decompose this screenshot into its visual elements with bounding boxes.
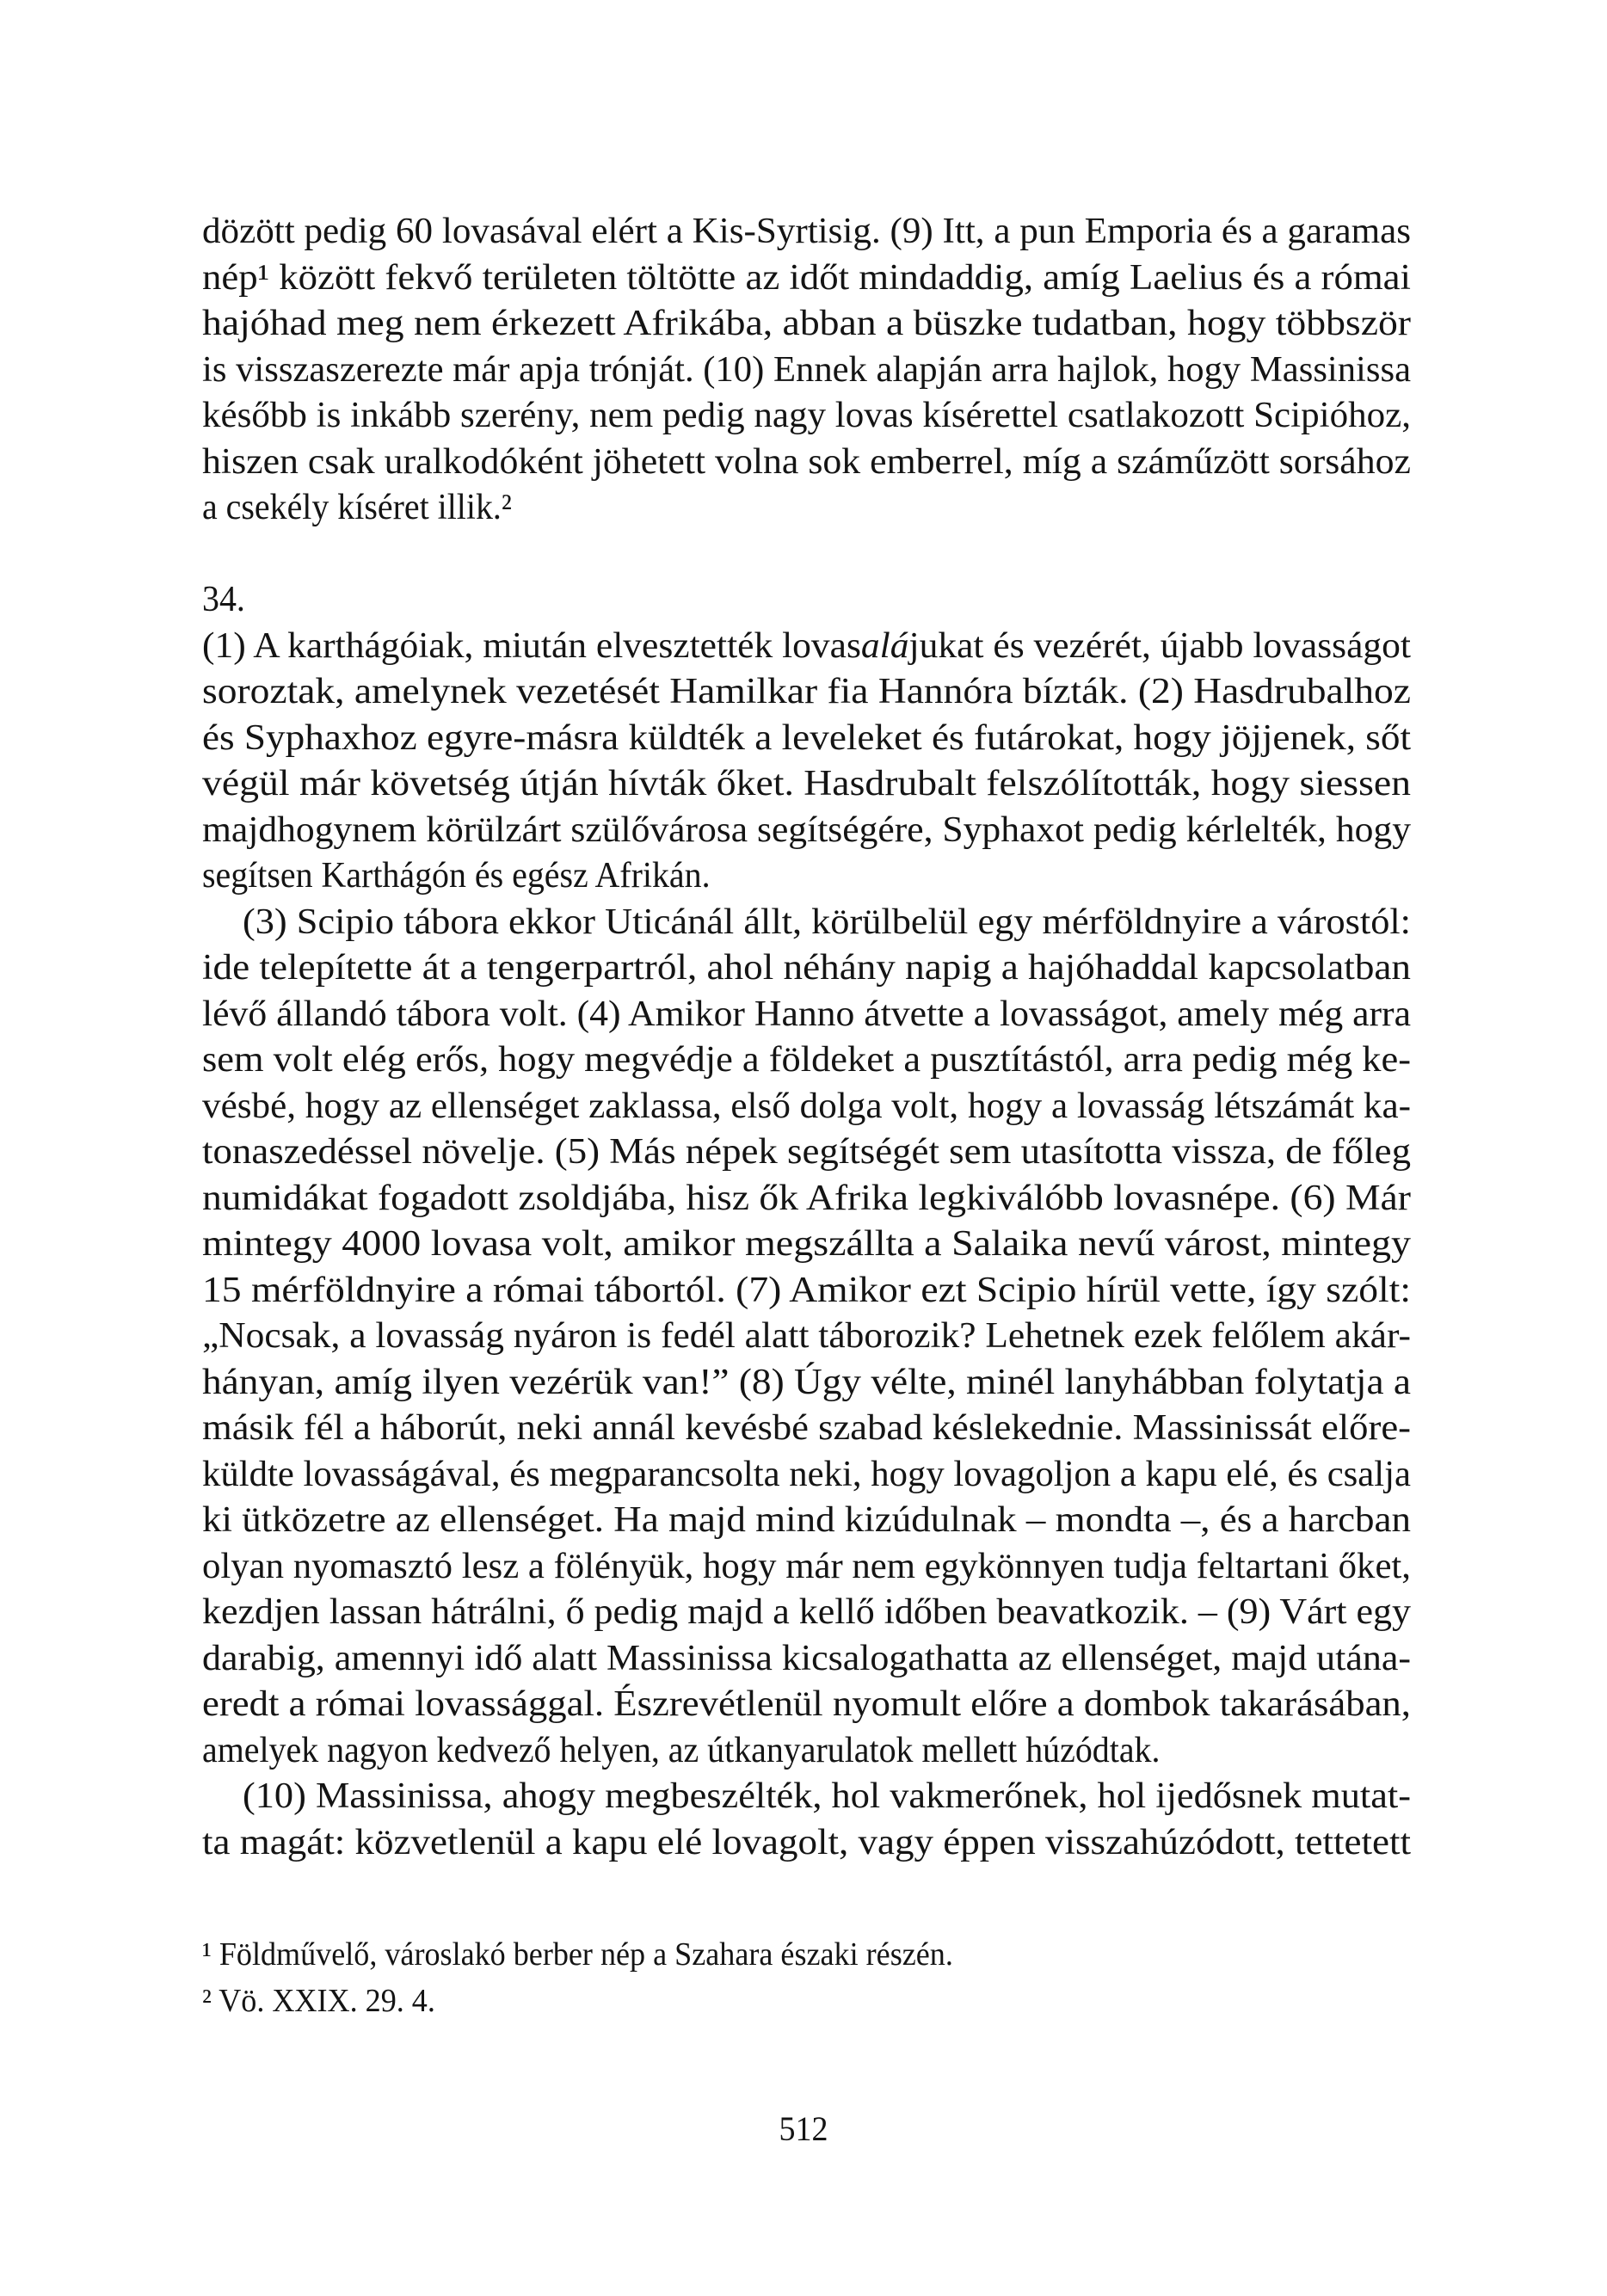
text-line: kezdjen lassan hátrálni, ő pedig majd a kellő időben beavatkozik. – (9) Várt egy xyxy=(202,1592,1411,1632)
text-line: majdhogynem körülzárt szülővárosa segítségére, Syphaxot pedig kérlelték, hogy xyxy=(202,809,1411,850)
footnote: ¹ Földművelő, városlakó berber nép a Szahara északi részén. xyxy=(202,1936,953,1973)
text-line: ide telepítette át a tengerpartról, ahol néhány napig a hajóhaddal kapcsolatban xyxy=(202,948,1411,988)
text-line: 15 mérföldnyire a római tábortól. (7) Amikor ezt Scipio hírül vette, így szólt: xyxy=(202,1270,1411,1310)
text-line: numidákat fogadott zsoldjába, hisz ők Afrika legkiválóbb lovasnépe. (6) Már xyxy=(202,1178,1411,1218)
text-line: lévő állandó tábora volt. (4) Amikor Hanno átvette a lovasságot, amely még arra xyxy=(202,994,1411,1034)
folio-row xyxy=(0,2106,1607,2152)
text-line: hajóhad meg nem érkezett Afrikába, abban a büszke tudatban, hogy többször xyxy=(202,304,1411,343)
footnotes xyxy=(202,1932,1411,2024)
text-line: másik fél a háborút, neki annál kevésbé szabad késlekednie. Massinissát előre- xyxy=(202,1408,1411,1448)
text-line: dözött pedig 60 lovasával elért a Kis-Syrtisig. (9) Itt, a pun Emporia és a garamas xyxy=(202,212,1411,251)
text-line: amelyek nagyon kedvező helyen, az útkanyarulatok mellett húzódtak. xyxy=(202,1730,1161,1770)
text-line: segítsen Karthágón és egész Afrikán. xyxy=(202,856,711,896)
text-line: is visszaszerezte már apja trónját. (10) Ennek alapján arra hajlok, hogy Massinissa xyxy=(202,349,1411,390)
text-line: olyan nyomasztó lesz a fölényük, hogy már nem egykönnyen tudja feltartani őket, xyxy=(202,1546,1411,1586)
text-line: küldte lovasságával, és megparancsolta neki, hogy lovagoljon a kapu elé, és csalja xyxy=(202,1454,1412,1494)
paragraph xyxy=(202,1774,1411,1866)
text-line: később is inkább szerény, nem pedig nagy lovas kísérettel csatlakozott Scipióhoz, xyxy=(202,396,1411,435)
text-line: hiszen csak uralkodóként jöhetett volna sok emberrel, míg a száműzött sorsához xyxy=(202,441,1411,482)
footnote: ² Vö. XXIX. 29. 4. xyxy=(202,1982,435,2019)
text-line: (10) Massinissa, ahogy megbeszélték, hol vakmerőnek, hol ijedősnek mutat- xyxy=(243,1776,1411,1816)
text-line: ta magát: közvetlenül a kapu elé lovagolt, vagy éppen visszahúzódott, tettetett xyxy=(202,1822,1411,1862)
text-line: „Nocsak, a lovasság nyáron is fedél alatt táborozik? Lehetnek ezek felőlem akár- xyxy=(202,1316,1411,1356)
section-heading: 34. xyxy=(202,580,245,619)
text-line: és Syphaxhoz egyre-másra küldték a leveleket és futárokat, hogy jöjjenek, sőt xyxy=(202,717,1411,758)
text-line: eredt a római lovassággal. Észrevétlenül nyomult előre a dombok takarásában, xyxy=(202,1684,1411,1724)
text-line: hányan, amíg ilyen vezérük van!” (8) Úgy vélte, minél lanyhábban folytatja a xyxy=(202,1362,1412,1402)
paragraph xyxy=(202,209,1411,532)
text-line: darabig, amennyi idő alatt Massinissa kicsalogathatta az ellenséget, majd utána- xyxy=(202,1638,1411,1678)
text-line: mintegy 4000 lovasa volt, amikor megszállta a Salaika nevű várost, mintegy xyxy=(202,1224,1411,1264)
text-line: vésbé, hogy az ellenséget zaklassa, első dolga volt, hogy a lovasság létszámát ka- xyxy=(202,1086,1411,1126)
text-line: végül már követség útján hívták őket. Hasdrubalt felszólították, hogy siessen xyxy=(202,764,1411,803)
text-line: soroztak, amelynek vezetését Hamilkar fia Hannóra bízták. (2) Hasdrubalhoz xyxy=(202,672,1411,711)
paragraph xyxy=(202,624,1411,900)
text-line: sem volt elég erős, hogy megvédje a földeket a pusztítástól, arra pedig még ke- xyxy=(202,1040,1412,1080)
text-line: (1) A karthágóiak, miután elvesztették lovasalájukat és vezérét, újabb lovasságot xyxy=(202,625,1411,666)
text-line: tonaszedéssel növelje. (5) Más népek segítségét sem utasította vissza, de főleg xyxy=(202,1132,1411,1172)
text-column xyxy=(202,209,1411,2024)
page-number: 512 xyxy=(779,2109,828,2148)
text-line: a csekély kíséret illik.² xyxy=(202,488,512,527)
paragraph xyxy=(202,900,1411,1775)
text-line: ki ütközetre az ellenséget. Ha majd mind kizúdulnak – mondta –, és a harcban xyxy=(202,1500,1411,1540)
text-line: (3) Scipio tábora ekkor Uticánál állt, körülbelül egy mérföldnyire a várostól: xyxy=(243,902,1411,942)
text-line: nép¹ között fekvő területen töltötte az időt mindaddig, amíg Laelius és a római xyxy=(202,257,1411,298)
